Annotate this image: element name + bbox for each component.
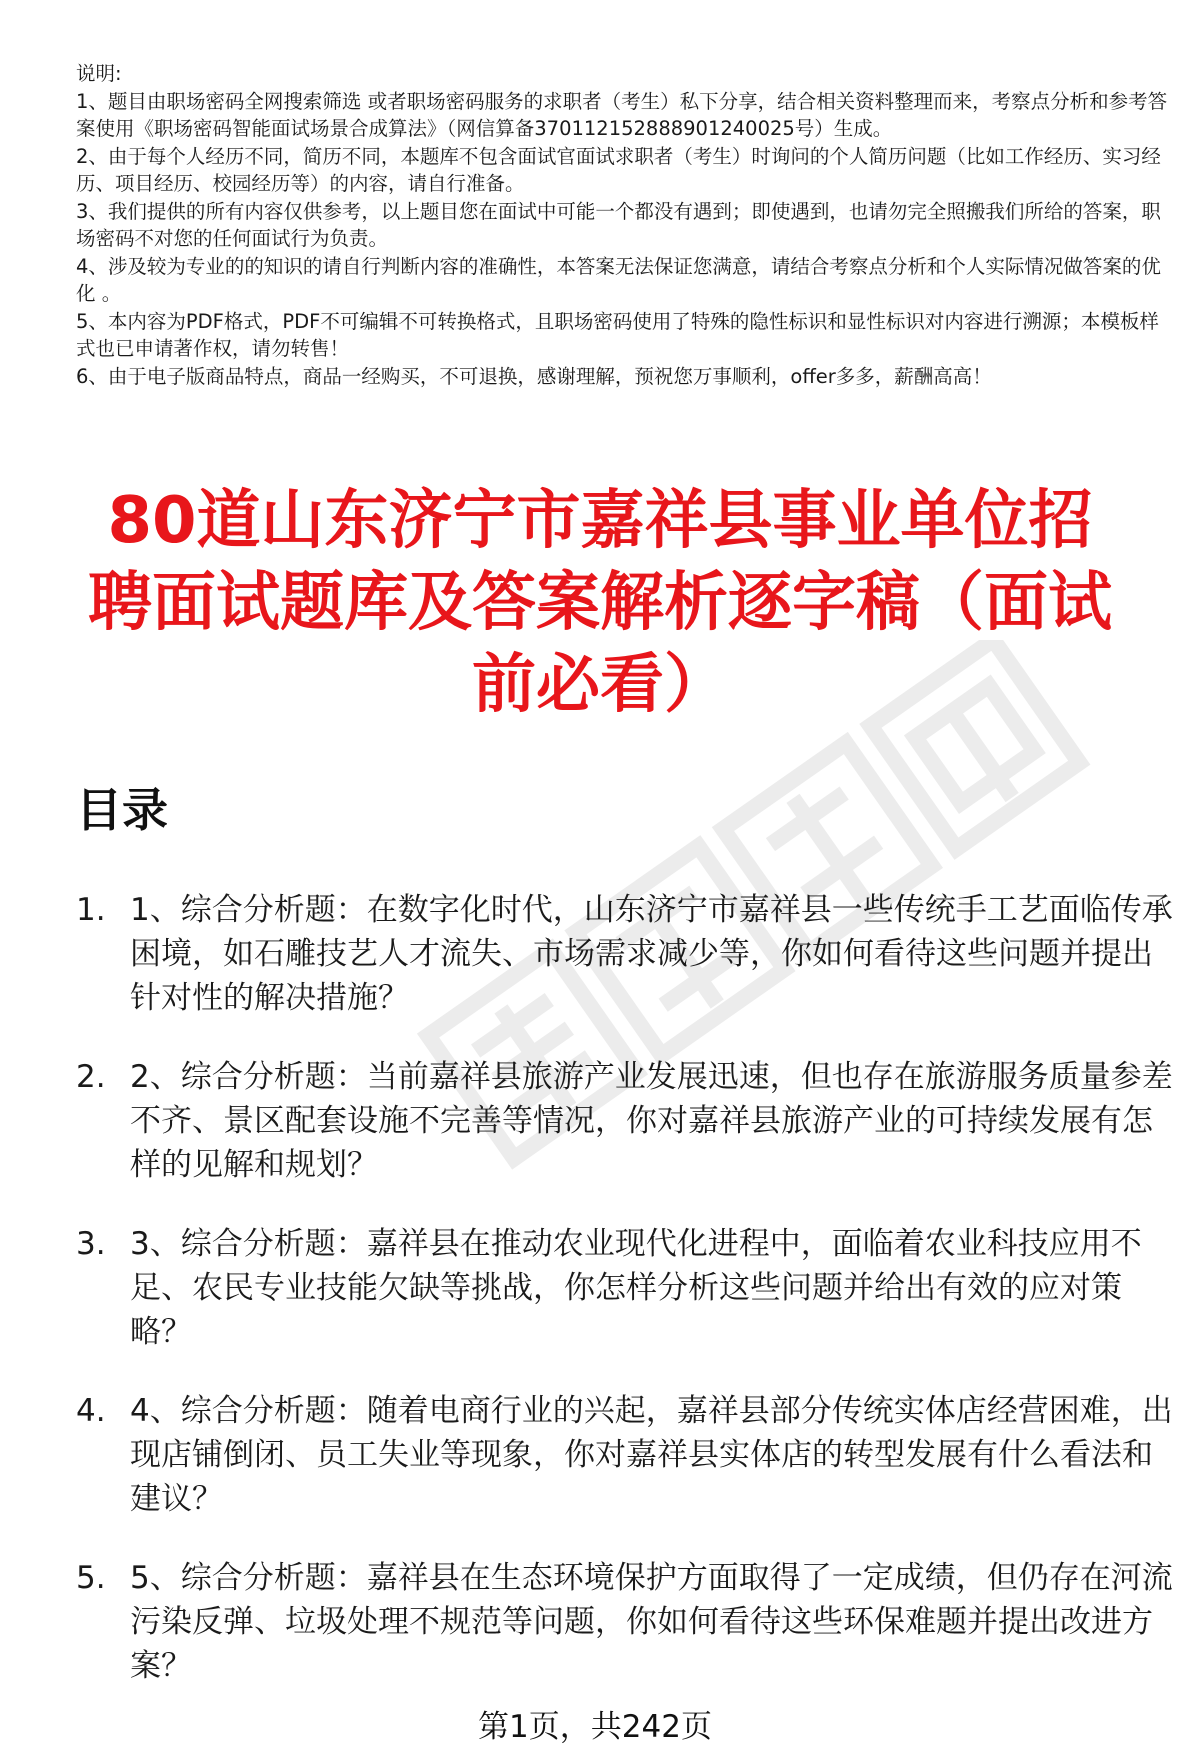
document-title: 80道山东济宁市嘉祥县事业单位招聘面试题库及答案解析逐字稿（面试前必看）: [88, 484, 1112, 722]
notes-item: 5、本内容为PDF格式，PDF不可编辑不可转换格式，且职场密码使用了特殊的隐性标识和显性标识对内容进行溯源；本模板样式也已申请著作权，请勿转售！: [76, 309, 1159, 360]
notes-item: 4、涉及较为专业的的知识的请自行判断内容的准确性，本答案无法保证您满意，请结合考察点分析和个人实际情况做答案的优化 。: [76, 254, 1161, 305]
toc-item-text[interactable]: 5、综合分析题：嘉祥县在生态环境保护方面取得了一定成绩，但仍存在河流污染反弹、垃圾处理不规范等问题，你如何看待这些环保难题并提出改进方案？: [130, 1560, 1173, 1684]
toc-item[interactable]: [76, 888, 1176, 1020]
page-footer: 第1页，共242页: [478, 1709, 712, 1745]
toc-item[interactable]: [76, 1055, 1176, 1187]
toc-item-number: 1.: [76, 892, 106, 928]
toc-item-number: 5.: [76, 1560, 106, 1596]
toc-item-text[interactable]: 1、综合分析题：在数字化时代，山东济宁市嘉祥县一些传统手工艺面临传承困境，如石雕技艺人才流失、市场需求减少等，你如何看待这些问题并提出针对性的解决措施？: [130, 892, 1173, 1016]
toc-item[interactable]: [76, 1222, 1176, 1354]
notes-item: 6、由于电子版商品特点，商品一经购买，不可退换，感谢理解，预祝您万事顺利，offer多多，薪酬高高！: [76, 364, 992, 388]
toc-list: [76, 888, 1176, 1723]
toc-item-text[interactable]: 2、综合分析题：当前嘉祥县旅游产业发展迅速，但也存在旅游服务质量参差不齐、景区配套设施不完善等情况，你对嘉祥县旅游产业的可持续发展有怎样的见解和规划？: [130, 1059, 1173, 1183]
toc-item[interactable]: [76, 1556, 1176, 1688]
disclaimer-notes: [76, 60, 1176, 390]
toc-heading: 目录: [76, 783, 168, 837]
notes-item: 3、我们提供的所有内容仅供参考，以上题目您在面试中可能一个都没有遇到；即使遇到，也请勿完全照搬我们所给的答案，职场密码不对您的任何面试行为负责。: [76, 199, 1161, 250]
toc-item-text[interactable]: 4、综合分析题：随着电商行业的兴起，嘉祥县部分传统实体店经营困难，出现店铺倒闭、员工失业等现象，你对嘉祥县实体店的转型发展有什么看法和建议？: [130, 1393, 1173, 1517]
notes-item: 2、由于每个人经历不同，简历不同，本题库不包含面试官面试求职者（考生）时询问的个人简历问题（比如工作经历、实习经历、项目经历、校园经历等）的内容，请自行准备。: [76, 144, 1161, 195]
toc-item-number: 3.: [76, 1226, 106, 1262]
toc-item-text[interactable]: 3、综合分析题：嘉祥县在推动农业现代化进程中，面临着农业科技应用不足、农民专业技能欠缺等挑战，你怎样分析这些问题并给出有效的应对策略？: [130, 1226, 1142, 1350]
toc-item[interactable]: [76, 1389, 1176, 1521]
notes-heading: 说明:: [76, 62, 122, 85]
toc-item-number: 2.: [76, 1059, 106, 1095]
toc-item-number: 4.: [76, 1393, 106, 1429]
notes-item: 1、题目由职场密码全网搜索筛选 或者职场密码服务的求职者（考生）私下分享，结合相关资料整理而来，考察点分析和参考答案使用《职场密码智能面试场景合成算法》（网信算备370112152888901240025号）生成。: [76, 89, 1168, 140]
